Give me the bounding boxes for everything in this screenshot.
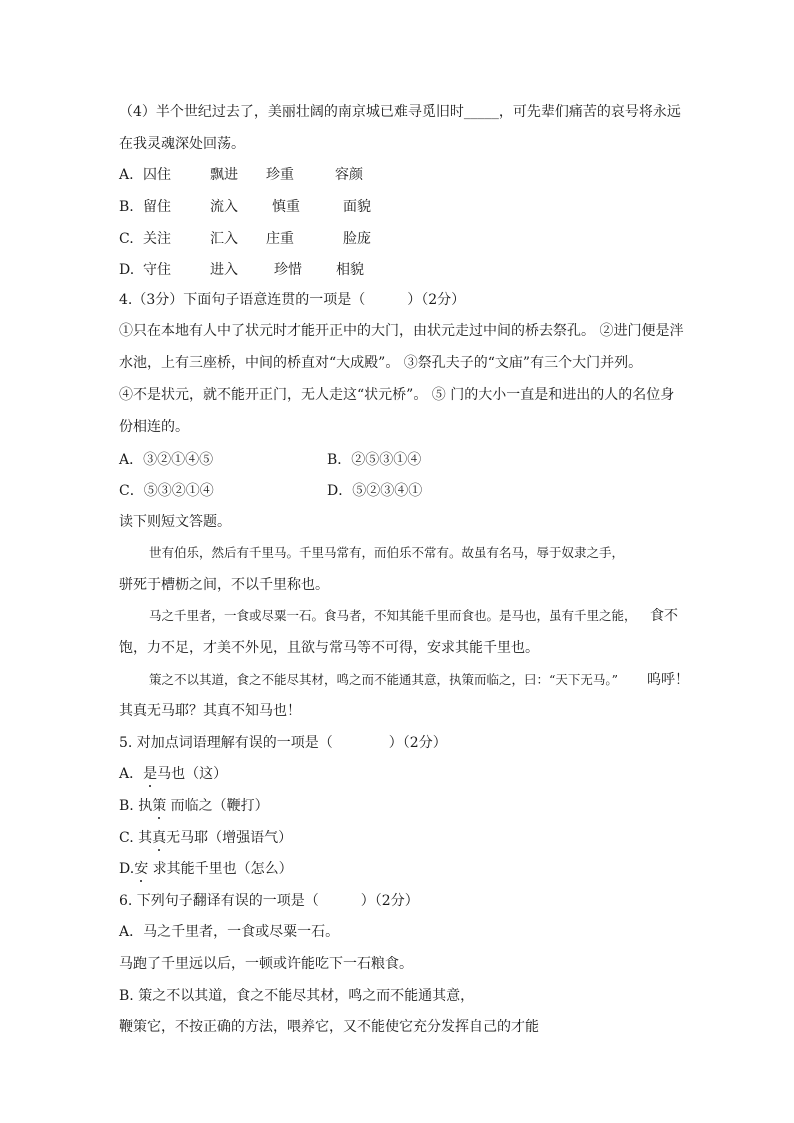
passage-p1-line2: 骈死于槽枥之间，不以千里称也。: [119, 577, 329, 593]
q5-option-a: A．是马也（这）: [119, 766, 228, 782]
passage-p3-line1: 策之不以其道，食之不能尽其材，鸣之而不能通其意，执策而临之，曰：“天下无马。”: [149, 672, 619, 687]
emphasis-dot-word: 真: [152, 830, 167, 846]
option-word: 守住: [143, 262, 171, 278]
option-word: 留住: [143, 199, 171, 215]
passage-p2-line1-tail: 食不: [650, 608, 678, 624]
q6-stem: 6. 下列句子翻译有误的一项是（ ）（2分）: [119, 893, 419, 909]
q4-stem: 4.（3分）下面句子语意连贯的一项是（ ）（2分）: [119, 292, 466, 308]
q4-para-line2: 水池，上有三座桥，中间的桥直对“大成殿”。 ③祭孔夫子的“文庙”有三个大门并列。: [119, 355, 643, 371]
q3-item4-stem-line2: 在我灵魂深处回荡。: [119, 136, 245, 152]
q4-option-c: C．⑤③②①④: [119, 483, 214, 499]
option-letter: C.: [119, 231, 134, 247]
passage-p2-line2: 饱，力不足，才美不外见，且欲与常马等不可得，安求其能千里也。: [119, 640, 539, 656]
q5-option-b: B. 执策 而临之（鞭打）: [119, 798, 269, 814]
option-word: 关注: [143, 231, 171, 247]
q4-option-a: A．③②①④⑤: [119, 452, 214, 468]
emphasis-dot-word: 安: [134, 861, 149, 877]
passage-p2-line1: 马之千里者，一食或尽粟一石。食马者，不知其能千里而食也。是马也，虽有千里之能，: [149, 608, 637, 623]
option-word: 庄重: [266, 231, 294, 247]
option-word: 相貌: [336, 262, 364, 278]
q6-option-a: A．马之千里者，一食或尽粟一石。: [119, 924, 340, 940]
option-word: 慎重: [272, 199, 300, 215]
option-word: 容颜: [335, 167, 363, 183]
q4-option-d: D．⑤②③④①: [327, 483, 423, 499]
option-word: 流入: [210, 199, 238, 215]
passage-p1-line1: 世有伯乐，然后有千里马。千里马常有，而伯乐不常有。故虽有名马，辱于奴隶之手，: [149, 545, 625, 560]
passage-p3-line1-tail: 呜呼！: [647, 672, 689, 688]
option-letter: D.: [119, 262, 135, 278]
q6-option-b: B. 策之不以其道，食之不能尽其材，鸣之而不能通其意，: [119, 988, 475, 1004]
q4-para-line1: ①只在本地有人中了状元时才能开正中的大门，由状元走过中间的桥去祭孔。 ②进门便是泮: [119, 323, 684, 339]
option-word: 飘进: [210, 167, 238, 183]
option-letter: A.: [119, 167, 134, 183]
option-word: 珍重: [266, 167, 294, 183]
q5-option-d: D.安 求其能千里也（怎么）: [119, 861, 293, 877]
emphasis-dot-word: 策: [152, 798, 167, 814]
option-word: 汇入: [210, 231, 238, 247]
q3-item4-stem-line1: （4）半个世纪过去了，美丽壮阔的南京城已难寻觅旧时_____，可先辈们痛苦的哀号将永远: [119, 104, 681, 120]
option-letter: B.: [119, 199, 134, 215]
option-word: 珍惜: [274, 262, 302, 278]
option-word: 囚住: [143, 167, 171, 183]
q5-option-c: C. 其真无马耶（增强语气）: [119, 830, 293, 846]
q6-option-a-translation: 马跑了千里远以后，一顿或许能吃下一石粮食。: [119, 956, 413, 972]
passage-p3-line2: 其真无马耶？其真不知马也！: [119, 703, 301, 719]
option-word: 面貌: [343, 199, 371, 215]
emphasis-dot-word: 是: [143, 766, 158, 782]
option-word: 脸庞: [343, 231, 371, 247]
q4-para-line3: ④不是状元，就不能开正门，无人走这“状元桥”。 ⑤ 门的大小一直是和进出的人的名位身: [119, 387, 675, 403]
reading-instruction: 读下则短文答题。: [119, 514, 231, 530]
option-word: 进入: [210, 262, 238, 278]
q6-option-b-translation: 鞭策它，不按正确的方法，喂养它，又不能使它充分发挥自己的才能: [119, 1019, 539, 1035]
q5-stem: 5. 对加点词语理解有误的一项是（ ）（2分）: [119, 735, 447, 751]
q4-option-b: B．②⑤③①④: [327, 452, 422, 468]
q4-para-line4: 份相连的。: [119, 419, 189, 435]
